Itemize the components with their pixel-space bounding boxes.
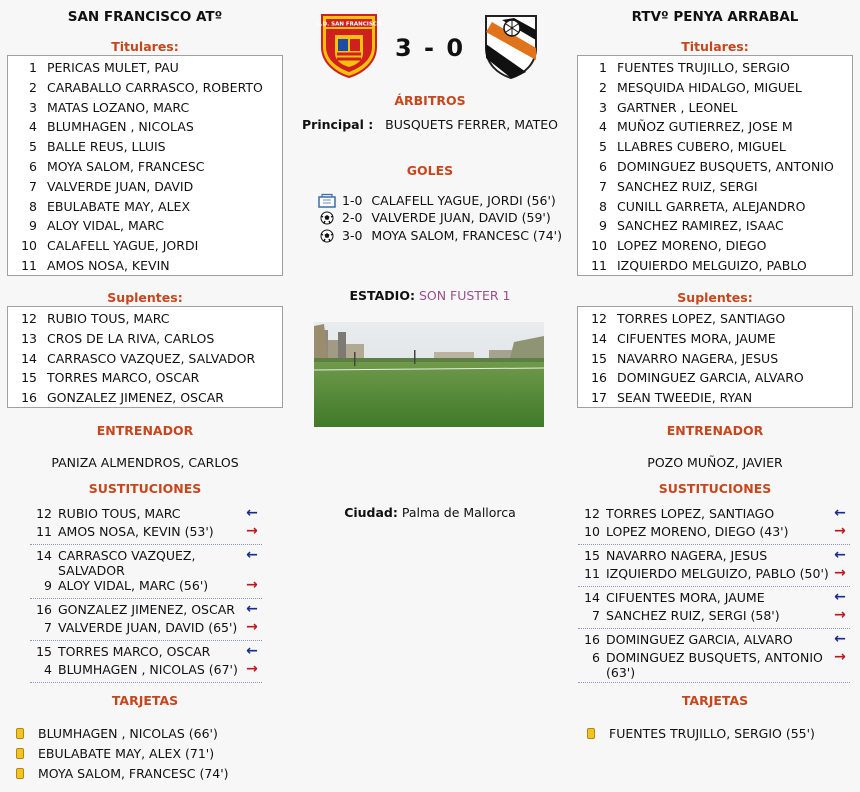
sub-number: 15 <box>36 644 52 659</box>
goal-scorer: CALAFELL YAGUE, JORDI (56') <box>371 193 556 208</box>
sub-name: CARRASCO VAZQUEZ, SALVADOR <box>58 548 196 578</box>
sub-name: AMOS NOSA, KEVIN (53') <box>58 524 214 539</box>
player-row <box>8 216 282 236</box>
player-number: 3 <box>599 99 607 115</box>
home-starters-heading: Titulares: <box>111 39 179 54</box>
substitution-in <box>30 506 262 524</box>
player-row <box>578 309 852 329</box>
substitution-group <box>30 503 262 545</box>
player-row <box>8 78 282 98</box>
yellow-card-row <box>16 766 229 781</box>
player-row <box>8 388 282 408</box>
referee-line <box>295 117 565 132</box>
city-label: Ciudad: <box>344 505 398 520</box>
referee-name: BUSQUETS FERRER, MATEO <box>385 117 558 132</box>
goal-score: 1-0 <box>342 193 363 208</box>
home-subs-heading: Suplentes: <box>107 290 183 305</box>
away-substitutions-heading: SUSTITUCIONES <box>658 481 772 496</box>
player-row <box>578 58 852 78</box>
home-team-name: SAN FRANCISCO ATº <box>67 9 223 25</box>
sub-number: 6 <box>592 650 600 665</box>
sub-number: 14 <box>584 590 600 605</box>
card-player: EBULABATE MAY, ALEX (71') <box>38 746 215 761</box>
substitution-group <box>578 629 850 683</box>
substitution-group <box>30 599 262 641</box>
player-name: SEAN TWEEDIE, RYAN <box>617 390 753 406</box>
player-row <box>8 256 282 276</box>
sub-name: NAVARRO NAGERA, JESUS <box>606 548 768 563</box>
sub-number: 11 <box>584 566 600 581</box>
goal-row <box>318 193 556 208</box>
sub-number: 4 <box>44 662 52 677</box>
substitution-out <box>30 620 262 638</box>
home-coach-name: PANIZA ALMENDROS, CARLOS <box>51 455 239 470</box>
home-cards-heading: TARJETAS <box>111 693 179 708</box>
arrow-left-icon: ← <box>834 505 846 521</box>
away-crest <box>482 12 540 80</box>
player-number: 17 <box>591 390 607 406</box>
arrow-right-icon: → <box>834 565 846 581</box>
player-number: 15 <box>591 350 607 366</box>
player-row <box>8 117 282 137</box>
player-name: GARTNER , LEONEL <box>617 99 738 115</box>
arrow-left-icon: ← <box>246 505 258 521</box>
referees-heading: ÁRBITROS <box>394 93 466 108</box>
player-name: LOPEZ MORENO, DIEGO <box>617 238 767 254</box>
player-number: 8 <box>599 198 607 214</box>
card-player: BLUMHAGEN , NICOLAS (66') <box>38 726 218 741</box>
goals-heading: GOLES <box>406 163 454 178</box>
city-line <box>315 505 545 520</box>
stadium-line <box>300 288 560 303</box>
player-row <box>8 349 282 369</box>
arrow-left-icon: ← <box>246 547 258 563</box>
player-number: 2 <box>29 79 37 95</box>
substitution-out <box>30 524 262 542</box>
player-number: 16 <box>591 370 607 386</box>
player-row <box>578 137 852 157</box>
home-substitutions-heading: SUSTITUCIONES <box>88 481 202 496</box>
home-crest-label: C.D. SAN FRANCISCO <box>316 21 382 28</box>
player-number: 14 <box>591 330 607 346</box>
player-number: 1 <box>599 60 607 75</box>
yellow-card-row <box>16 726 218 741</box>
substitution-in <box>30 602 262 620</box>
player-row <box>8 177 282 197</box>
goal-scorer: MOYA SALOM, FRANCESC (74') <box>371 228 562 243</box>
player-number: 11 <box>21 257 37 273</box>
sub-number: 12 <box>584 506 600 521</box>
away-starters-list <box>577 55 853 276</box>
penalty-goal-icon <box>318 194 336 208</box>
player-number: 5 <box>599 139 607 155</box>
arrow-left-icon: ← <box>246 643 258 659</box>
player-number: 6 <box>29 158 37 174</box>
player-row <box>578 157 852 177</box>
sub-number: 16 <box>36 602 52 617</box>
player-number: 11 <box>591 257 607 273</box>
player-name: RUBIO TOUS, MARC <box>47 311 170 326</box>
goal-score: 3-0 <box>342 228 363 243</box>
stadium-label: ESTADIO: <box>349 288 415 303</box>
away-team-name: RTVº PENYA ARRABAL <box>631 9 799 25</box>
player-number: 10 <box>591 238 607 254</box>
player-number: 1 <box>29 60 37 75</box>
substitution-out <box>578 608 850 626</box>
player-row <box>578 329 852 349</box>
player-row <box>578 177 852 197</box>
player-row <box>8 309 282 329</box>
yellow-card-icon <box>16 768 24 779</box>
player-row <box>578 256 852 276</box>
player-name: PERICAS MULET, PAU <box>47 60 179 75</box>
home-substitutions-list <box>30 503 262 683</box>
substitution-out <box>578 566 850 584</box>
yellow-card-icon <box>16 728 24 739</box>
card-player: FUENTES TRUJILLO, SERGIO (55') <box>609 726 815 741</box>
player-row <box>578 117 852 137</box>
player-number: 10 <box>21 238 37 254</box>
player-name: DOMINGUEZ GARCIA, ALVARO <box>617 370 804 386</box>
player-name: TORRES MARCO, OSCAR <box>47 370 200 386</box>
substitution-group <box>30 641 262 683</box>
player-name: IZQUIERDO MELGUIZO, PABLO <box>617 257 807 273</box>
ball-icon <box>318 211 336 225</box>
sub-name: DOMINGUEZ BUSQUETS, ANTONIO (63') <box>606 650 823 680</box>
sub-number: 7 <box>44 620 52 635</box>
substitution-in <box>578 632 850 650</box>
sub-number: 7 <box>592 608 600 623</box>
substitution-out <box>30 662 262 680</box>
goal-scorer: VALVERDE JUAN, DAVID (59') <box>371 210 551 225</box>
substitution-in <box>578 506 850 524</box>
player-name: LLABRES CUBERO, MIGUEL <box>617 139 786 155</box>
sub-number: 16 <box>584 632 600 647</box>
sub-number: 10 <box>584 524 600 539</box>
arrow-left-icon: ← <box>246 601 258 617</box>
player-name: TORRES LOPEZ, SANTIAGO <box>617 311 786 326</box>
referee-role: Principal : <box>302 117 374 132</box>
player-number: 14 <box>21 350 37 366</box>
away-cards-heading: TARJETAS <box>681 693 749 708</box>
player-row <box>578 368 852 388</box>
substitution-in <box>30 644 262 662</box>
player-number: 12 <box>21 311 37 326</box>
sub-name: CIFUENTES MORA, JAUME <box>606 590 765 605</box>
player-row <box>8 329 282 349</box>
arrow-right-icon: → <box>834 649 846 665</box>
city-value: Palma de Mallorca <box>401 505 516 520</box>
substitution-out <box>30 578 262 596</box>
player-name: CUNILL GARRETA, ALEJANDRO <box>617 198 806 214</box>
player-row <box>8 98 282 118</box>
arrow-left-icon: ← <box>834 631 846 647</box>
player-row <box>8 58 282 78</box>
away-subs-heading: Suplentes: <box>677 290 753 305</box>
substitution-out <box>578 650 850 680</box>
player-name: CARABALLO CARRASCO, ROBERTO <box>47 79 263 95</box>
player-name: BALLE REUS, LLUIS <box>47 139 166 155</box>
sub-number: 15 <box>584 548 600 563</box>
yellow-card-row <box>587 726 815 741</box>
substitution-in <box>578 548 850 566</box>
player-row <box>8 236 282 256</box>
sub-name: VALVERDE JUAN, DAVID (65') <box>58 620 238 635</box>
player-name: MESQUIDA HIDALGO, MIGUEL <box>617 79 802 95</box>
player-number: 4 <box>599 119 607 135</box>
yellow-card-icon <box>587 728 595 739</box>
player-row <box>578 349 852 369</box>
player-number: 16 <box>21 390 37 406</box>
player-row <box>578 78 852 98</box>
goal-score: 2-0 <box>342 210 363 225</box>
away-subs-list <box>577 306 853 408</box>
player-name: GONZALEZ JIMENEZ, OSCAR <box>47 390 224 406</box>
player-number: 15 <box>21 370 37 386</box>
player-row <box>8 137 282 157</box>
player-number: 3 <box>29 99 37 115</box>
player-name: DOMINGUEZ BUSQUETS, ANTONIO <box>617 158 834 174</box>
player-number: 9 <box>599 218 607 234</box>
player-name: SANCHEZ RUIZ, SERGI <box>617 178 758 194</box>
sub-name: RUBIO TOUS, MARC <box>58 506 181 521</box>
player-name: ALOY VIDAL, MARC <box>47 218 165 234</box>
yellow-card-icon <box>16 748 24 759</box>
player-row <box>578 98 852 118</box>
sub-name: IZQUIERDO MELGUIZO, PABLO (50') <box>606 566 829 581</box>
arrow-right-icon: → <box>834 607 846 623</box>
player-number: 4 <box>29 119 37 135</box>
arrow-right-icon: → <box>246 619 258 635</box>
home-crest <box>316 13 382 79</box>
substitution-group <box>30 545 262 599</box>
home-coach-heading: ENTRENADOR <box>96 423 194 438</box>
player-name: FUENTES TRUJILLO, SERGIO <box>617 60 790 75</box>
arrow-left-icon: ← <box>834 589 846 605</box>
player-row <box>8 368 282 388</box>
goal-row <box>318 228 562 243</box>
away-coach-name: POZO MUÑOZ, JAVIER <box>647 455 783 470</box>
sub-name: GONZALEZ JIMENEZ, OSCAR <box>58 602 235 617</box>
player-number: 9 <box>29 218 37 234</box>
player-name: SANCHEZ RAMIREZ, ISAAC <box>617 218 784 234</box>
player-number: 7 <box>29 178 37 194</box>
player-name: CALAFELL YAGUE, JORDI <box>47 238 199 254</box>
player-name: MUÑOZ GUTIERREZ, JOSE M <box>617 119 793 135</box>
sub-name: TORRES LOPEZ, SANTIAGO <box>606 506 775 521</box>
player-row <box>578 216 852 236</box>
arrow-left-icon: ← <box>834 547 846 563</box>
match-score: 3 - 0 <box>394 34 466 62</box>
sub-name: BLUMHAGEN , NICOLAS (67') <box>58 662 238 677</box>
player-number: 13 <box>21 330 37 346</box>
player-name: NAVARRO NAGERA, JESUS <box>617 350 779 366</box>
substitution-in <box>578 590 850 608</box>
player-name: VALVERDE JUAN, DAVID <box>47 178 194 194</box>
player-row <box>578 236 852 256</box>
home-starters-list <box>7 55 283 276</box>
player-name: AMOS NOSA, KEVIN <box>47 257 170 273</box>
substitution-group <box>578 545 850 587</box>
stadium-link[interactable]: SON FUSTER 1 <box>418 288 511 303</box>
player-number: 5 <box>29 139 37 155</box>
player-name: BLUMHAGEN , NICOLAS <box>47 119 194 135</box>
substitution-in <box>30 548 262 578</box>
player-row <box>8 197 282 217</box>
player-name: CARRASCO VAZQUEZ, SALVADOR <box>47 350 256 366</box>
stadium-photo <box>314 322 544 427</box>
sub-number: 14 <box>36 548 52 563</box>
arrow-right-icon: → <box>834 523 846 539</box>
arrow-right-icon: → <box>246 523 258 539</box>
away-coach-heading: ENTRENADOR <box>666 423 764 438</box>
player-number: 8 <box>29 198 37 214</box>
sub-name: TORRES MARCO, OSCAR <box>58 644 211 659</box>
player-row <box>8 157 282 177</box>
yellow-card-row <box>16 746 214 761</box>
arrow-right-icon: → <box>246 577 258 593</box>
player-row <box>578 197 852 217</box>
sub-name: LOPEZ MORENO, DIEGO (43') <box>606 524 789 539</box>
player-row <box>578 388 852 408</box>
home-subs-list <box>7 306 283 408</box>
sub-name: SANCHEZ RUIZ, SERGI (58') <box>606 608 780 623</box>
player-number: 2 <box>599 79 607 95</box>
sub-number: 11 <box>36 524 52 539</box>
away-substitutions-list <box>578 503 850 683</box>
ball-icon <box>318 229 336 243</box>
player-number: 7 <box>599 178 607 194</box>
player-name: EBULABATE MAY, ALEX <box>47 198 191 214</box>
player-name: CIFUENTES MORA, JAUME <box>617 330 776 346</box>
sub-name: ALOY VIDAL, MARC (56') <box>58 578 209 593</box>
card-player: MOYA SALOM, FRANCESC (74') <box>38 766 229 781</box>
player-name: MATAS LOZANO, MARC <box>47 99 190 115</box>
player-name: CROS DE LA RIVA, CARLOS <box>47 330 215 346</box>
player-number: 6 <box>599 158 607 174</box>
substitution-group <box>578 587 850 629</box>
arrow-right-icon: → <box>246 661 258 677</box>
sub-number: 9 <box>44 578 52 593</box>
substitution-group <box>578 503 850 545</box>
sub-number: 12 <box>36 506 52 521</box>
player-number: 12 <box>591 311 607 326</box>
away-starters-heading: Titulares: <box>681 39 749 54</box>
goal-row <box>318 210 551 225</box>
player-name: MOYA SALOM, FRANCESC <box>47 158 205 174</box>
substitution-out <box>578 524 850 542</box>
sub-name: DOMINGUEZ GARCIA, ALVARO <box>606 632 793 647</box>
